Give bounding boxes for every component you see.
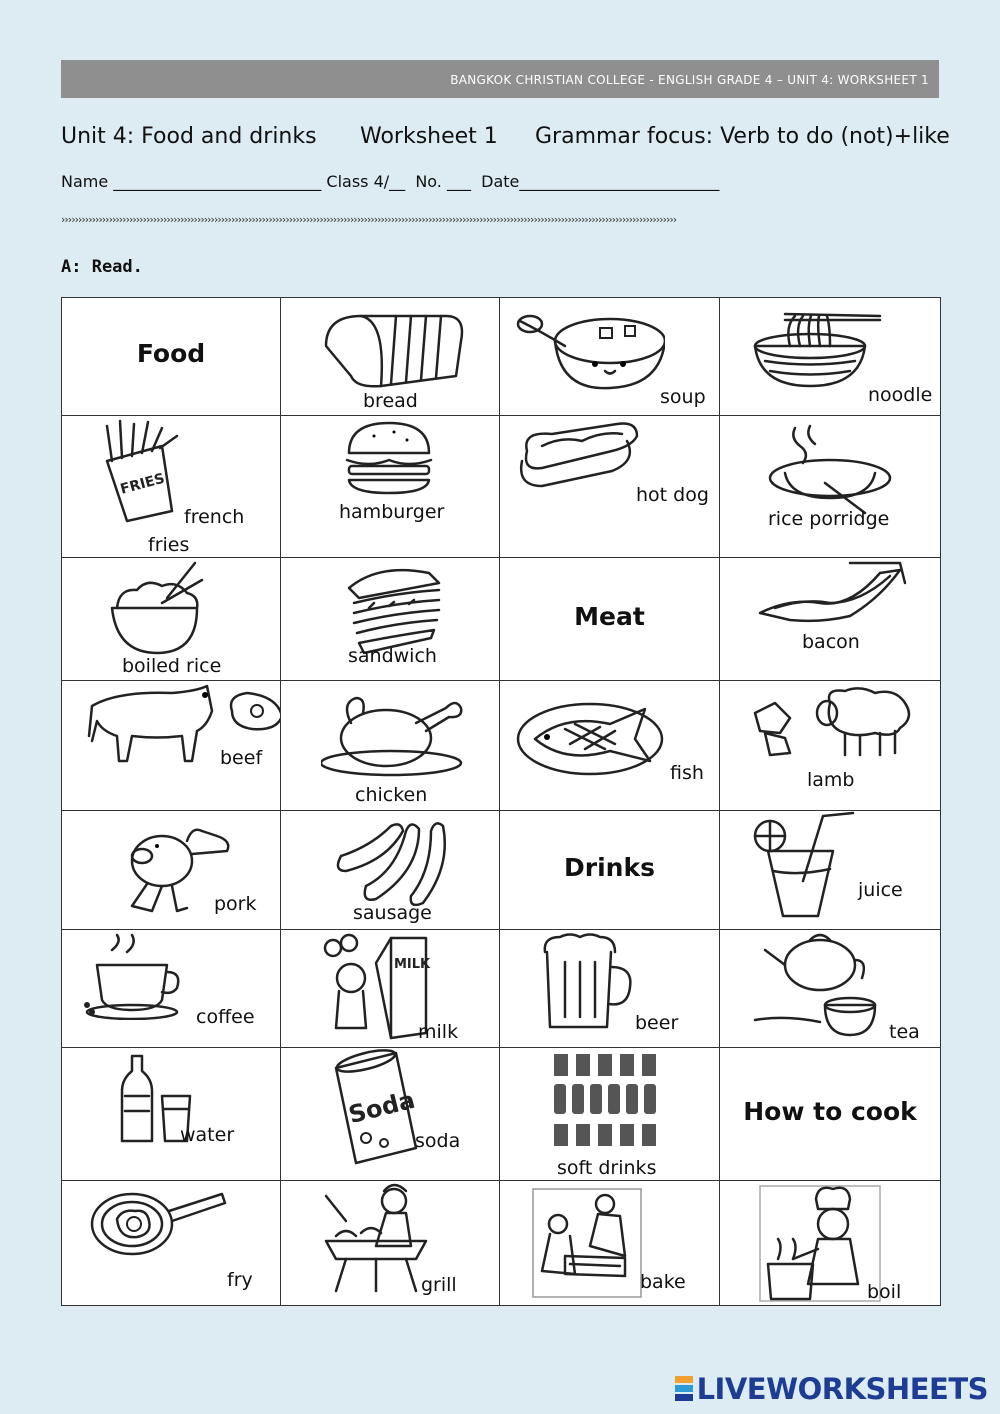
bread-icon (316, 306, 466, 395)
soda-icon (316, 1048, 421, 1172)
worksheet-title: Worksheet 1 (360, 124, 498, 149)
footer-brand: LIVEWORKSHEETS (696, 1372, 988, 1406)
vocab-cell-noodle (719, 297, 941, 416)
vocab-label: milk (418, 1021, 459, 1043)
bacon-icon (750, 558, 910, 632)
vocab-label: grill (421, 1274, 457, 1296)
vocab-label: lamb (807, 769, 855, 791)
vocab-cell-soft-drinks (499, 1047, 720, 1181)
number-field[interactable]: No. ___ (415, 172, 471, 191)
vocab-cell-coffee (61, 929, 281, 1048)
svg-text:MILK: MILK (394, 957, 431, 972)
name-field[interactable]: __________________________ (113, 172, 322, 191)
vocab-cell-beef (61, 680, 281, 811)
svg-text:FRIES: FRIES (118, 470, 167, 498)
svg-text:Soda: Soda (345, 1085, 418, 1130)
vocab-label: hamburger (339, 501, 445, 523)
vocab-cell-boiled-rice (61, 557, 281, 681)
vocab-cell-rice-porridge (719, 415, 941, 558)
vocab-cell-grill (280, 1180, 500, 1306)
category-cell-meat (499, 557, 720, 681)
category-heading: Meat (574, 601, 645, 631)
rice-porridge-icon (765, 418, 895, 522)
vocab-cell-lamb (719, 680, 941, 811)
vocab-cell-pork (61, 810, 281, 930)
category-heading: Food (136, 339, 206, 368)
vocab-cell-sandwich (280, 557, 500, 681)
live-logo-icon (675, 1376, 693, 1402)
tea-icon (750, 930, 880, 1044)
vocab-cell-beer (499, 929, 720, 1048)
name-label: Name (61, 172, 109, 191)
vocab-label: bacon (802, 631, 860, 653)
vocab-label: boiled rice (122, 655, 222, 677)
class-field[interactable]: Class 4/__ (326, 172, 406, 191)
fry-icon (87, 1189, 227, 1263)
vocab-label: water (180, 1124, 235, 1146)
vocab-cell-hot-dog (499, 415, 720, 558)
vocab-cell-water (61, 1047, 281, 1181)
vocab-label: rice porridge (768, 508, 890, 530)
vocab-label: soup (660, 386, 706, 408)
chicken-icon (321, 683, 471, 787)
vocab-cell-milk (280, 929, 500, 1048)
vocab-cell-french (61, 415, 281, 558)
student-info-line (61, 172, 941, 191)
hamburger-icon (339, 418, 439, 502)
vocab-cell-fry (61, 1180, 281, 1306)
vocab-label: soft drinks (557, 1157, 657, 1179)
vocab-cell-chicken (280, 680, 500, 811)
vocab-cell-juice (719, 810, 941, 930)
vocab-cell-hamburger (280, 415, 500, 558)
vocab-label: coffee (196, 1006, 255, 1028)
vocab-label: hot dog (636, 484, 709, 506)
category-heading: How to cook (743, 1096, 917, 1126)
vocab-cell-soda (280, 1047, 500, 1181)
vocab-cell-bread (280, 297, 500, 416)
header-banner: BANGKOK CHRISTIAN COLLEGE - ENGLISH GRADE 4 – UNIT 4: WORKSHEET 1 (61, 60, 939, 98)
vocab-cell-sausage (280, 810, 500, 930)
date-label: Date (481, 172, 520, 191)
hot-dog-icon (512, 416, 642, 500)
category-cell-how-to-cook (719, 1047, 941, 1181)
beer-icon (535, 932, 635, 1036)
vocab-label: sandwich (348, 645, 437, 667)
vocab-label: bake (640, 1271, 686, 1293)
vocab-label: juice (858, 879, 903, 901)
vocab-cell-bacon (719, 557, 941, 681)
sausage-icon (331, 811, 461, 910)
liveworksheets-logo (675, 1372, 988, 1406)
soft-drinks-icon (552, 1052, 662, 1156)
vocab-cell-tea (719, 929, 941, 1048)
grammar-focus: Grammar focus: Verb to do (not)+like (535, 124, 950, 149)
vocab-label: bread (363, 390, 418, 412)
vocab-label: beer (635, 1012, 679, 1034)
category-heading: Drinks (564, 852, 655, 882)
vocab-cell-bake (499, 1180, 720, 1306)
soup-icon (515, 306, 665, 395)
bake-icon (530, 1186, 645, 1305)
coffee-icon (82, 930, 192, 1024)
vocab-cell-soup (499, 297, 720, 416)
section-heading: A: Read. (61, 257, 143, 277)
vocab-cell-boil (719, 1180, 941, 1306)
unit-title: Unit 4: Food and drinks (61, 124, 317, 149)
french-fries-icon (92, 416, 192, 530)
vocab-label: noodle (868, 384, 933, 406)
vocab-label: fry (227, 1269, 253, 1291)
vocab-label: tea (889, 1021, 920, 1043)
arrow-divider: ››››››››››››››››››››››››››››››››››››››››››››››››››››››››››››››››››››››››››››››››››››››››››››››››››››››››››››››››››››››››››››››››››››››››››››››››››››››››››››››››››››››››››››››››››››› (61, 213, 677, 226)
lamb-icon (745, 683, 915, 767)
juice-icon (748, 811, 858, 925)
category-cell-drinks (499, 810, 720, 930)
vocab-cell-fish (499, 680, 720, 811)
vocab-label: chicken (355, 784, 428, 806)
category-cell-food (61, 297, 281, 416)
milk-icon (321, 933, 431, 1047)
boiled-rice-icon (107, 558, 207, 662)
vocab-label: fish (670, 762, 704, 784)
vocab-label: pork (214, 893, 257, 915)
noodle-icon (735, 306, 885, 395)
date-field[interactable]: _________________________ (519, 172, 720, 191)
vocab-label-line2: fries (148, 534, 190, 556)
vocab-label: beef (220, 747, 263, 769)
vocab-label: sausage (353, 902, 432, 924)
vocab-label: french (184, 506, 245, 528)
vocab-label: soda (415, 1130, 461, 1152)
fish-icon (515, 689, 665, 783)
vocab-label: boil (867, 1281, 902, 1303)
